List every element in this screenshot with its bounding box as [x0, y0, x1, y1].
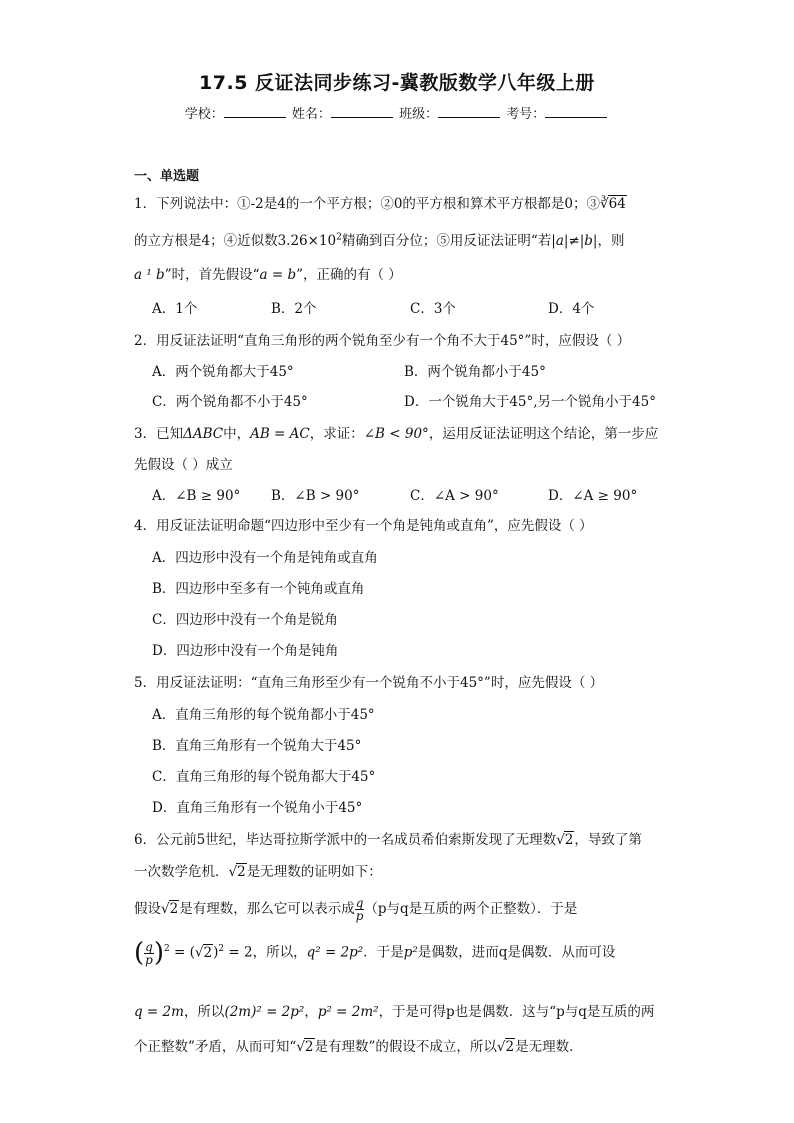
q5-option-a[interactable]: A．直角三角形的每个锐角都小于45°	[152, 707, 375, 723]
q3-option-a[interactable]: A．∠B ≥ 90°	[152, 488, 241, 504]
fraction-q-over-p: $\frac{q}{p}$	[355, 896, 364, 923]
q1-option-d[interactable]: D．4个	[548, 301, 595, 317]
q3-option-c[interactable]: C．∠A > 90°	[410, 488, 499, 504]
q4-option-a[interactable]: A．四边形中没有一个角是钝角或直角	[152, 550, 378, 566]
q2-option-c[interactable]: C．两个锐角都不小于45°	[152, 394, 308, 410]
q5-option-d[interactable]: D．直角三角形有一个锐角小于45°	[152, 800, 363, 816]
section-heading: 一、单选题	[134, 169, 200, 184]
page-title: 17.5 反证法同步练习-冀教版数学八年级上册	[199, 72, 595, 94]
name-blank[interactable]	[331, 105, 393, 118]
q5-option-c[interactable]: C．直角三角形的每个锐角都大于45°	[152, 769, 376, 785]
q6-line-1: 6．公元前5世纪，毕达哥拉斯学派中的一名成员希伯索斯发现了无理数√2，导致了第	[134, 832, 642, 848]
q3-line-1: 3．已知ΔABC中，AB = AC，求证：∠B < 90°，运用反证法证明这个结论，第一步应	[134, 426, 659, 442]
q3-line-2: 先假设（ ）成立	[134, 457, 233, 473]
q4-option-c[interactable]: C．四边形中没有一个角是锐角	[152, 612, 338, 628]
q5-stem: 5．用反证法证明：“直角三角形至少有一个锐角不小于45°”时，应先假设（ ）	[134, 675, 604, 691]
q4-option-d[interactable]: D．四边形中没有一个角是钝角	[152, 643, 339, 659]
q4-stem: 4．用反证法证明命题“四边形中至少有一个角是钝角或直角”，应先假设（ ）	[134, 518, 593, 534]
q6-line-3: 假设√2是有理数，那么它可以表示成 $\frac{q}{p}$ （p与q是互质的两个正整数）．于是	[134, 896, 578, 923]
school-label: 学校：	[184, 107, 224, 122]
exam-no-blank[interactable]	[545, 105, 607, 118]
student-info-row	[0, 103, 794, 122]
q1-line-2: 的立方根是4；④近似数$3.26\times 10^2$精确到百分位；⑤用反证法证明“若|a|≠|b|，则	[134, 232, 625, 249]
q1-option-b[interactable]: B．2个	[271, 301, 317, 317]
exam-no-label: 考号：	[506, 107, 546, 122]
q2-option-a[interactable]: A．两个锐角都大于45°	[152, 364, 294, 380]
name-label: 姓名：	[291, 107, 331, 122]
q2-option-d[interactable]: D．一个锐角大于45°,另一个锐角小于45°	[404, 394, 656, 410]
q1-line-3: a ¹ b”时，首先假设“a = b”，正确的有（ ）	[134, 267, 402, 283]
q6-line-5: q = 2m，所以(2m)² = 2p²，p² = 2m²，于是可得p也是偶数．这与“p与q是互质的两	[134, 1004, 655, 1020]
school-blank[interactable]	[224, 105, 286, 118]
q2-option-b[interactable]: B．两个锐角都小于45°	[404, 364, 546, 380]
q4-option-b[interactable]: B．四边形中至多有一个钝角或直角	[152, 581, 365, 597]
q6-line-4: ( $\frac{q}{p}$ )$^2 = (√2)^2 = 2$，所以，q² = 2p²．于是p²是偶数，进而q是偶数．从而可设	[134, 938, 616, 968]
q1-option-c[interactable]: C．3个	[410, 301, 456, 317]
q1-option-a[interactable]: A．1个	[152, 301, 198, 317]
class-blank[interactable]	[438, 105, 500, 118]
q3-option-d[interactable]: D．∠A ≥ 90°	[548, 488, 638, 504]
q3-option-b[interactable]: B．∠B > 90°	[271, 488, 360, 504]
q6-line-6: 个正整数”矛盾，从而可知“√2是有理数”的假设不成立，所以√2是无理数．	[134, 1039, 583, 1055]
q1-line-1: 1．下列说法中：①-2是4的一个平方根；②0的平方根和算术平方根都是0；③∛64	[134, 196, 626, 212]
q2-stem: 2．用反证法证明“直角三角形的两个锐角至少有一个角不大于45°”时，应假设（ ）	[134, 333, 631, 349]
q5-option-b[interactable]: B．直角三角形有一个锐角大于45°	[152, 738, 362, 754]
class-label: 班级：	[399, 107, 439, 122]
q6-line-2: 一次数学危机．√2是无理数的证明如下：	[134, 864, 382, 880]
